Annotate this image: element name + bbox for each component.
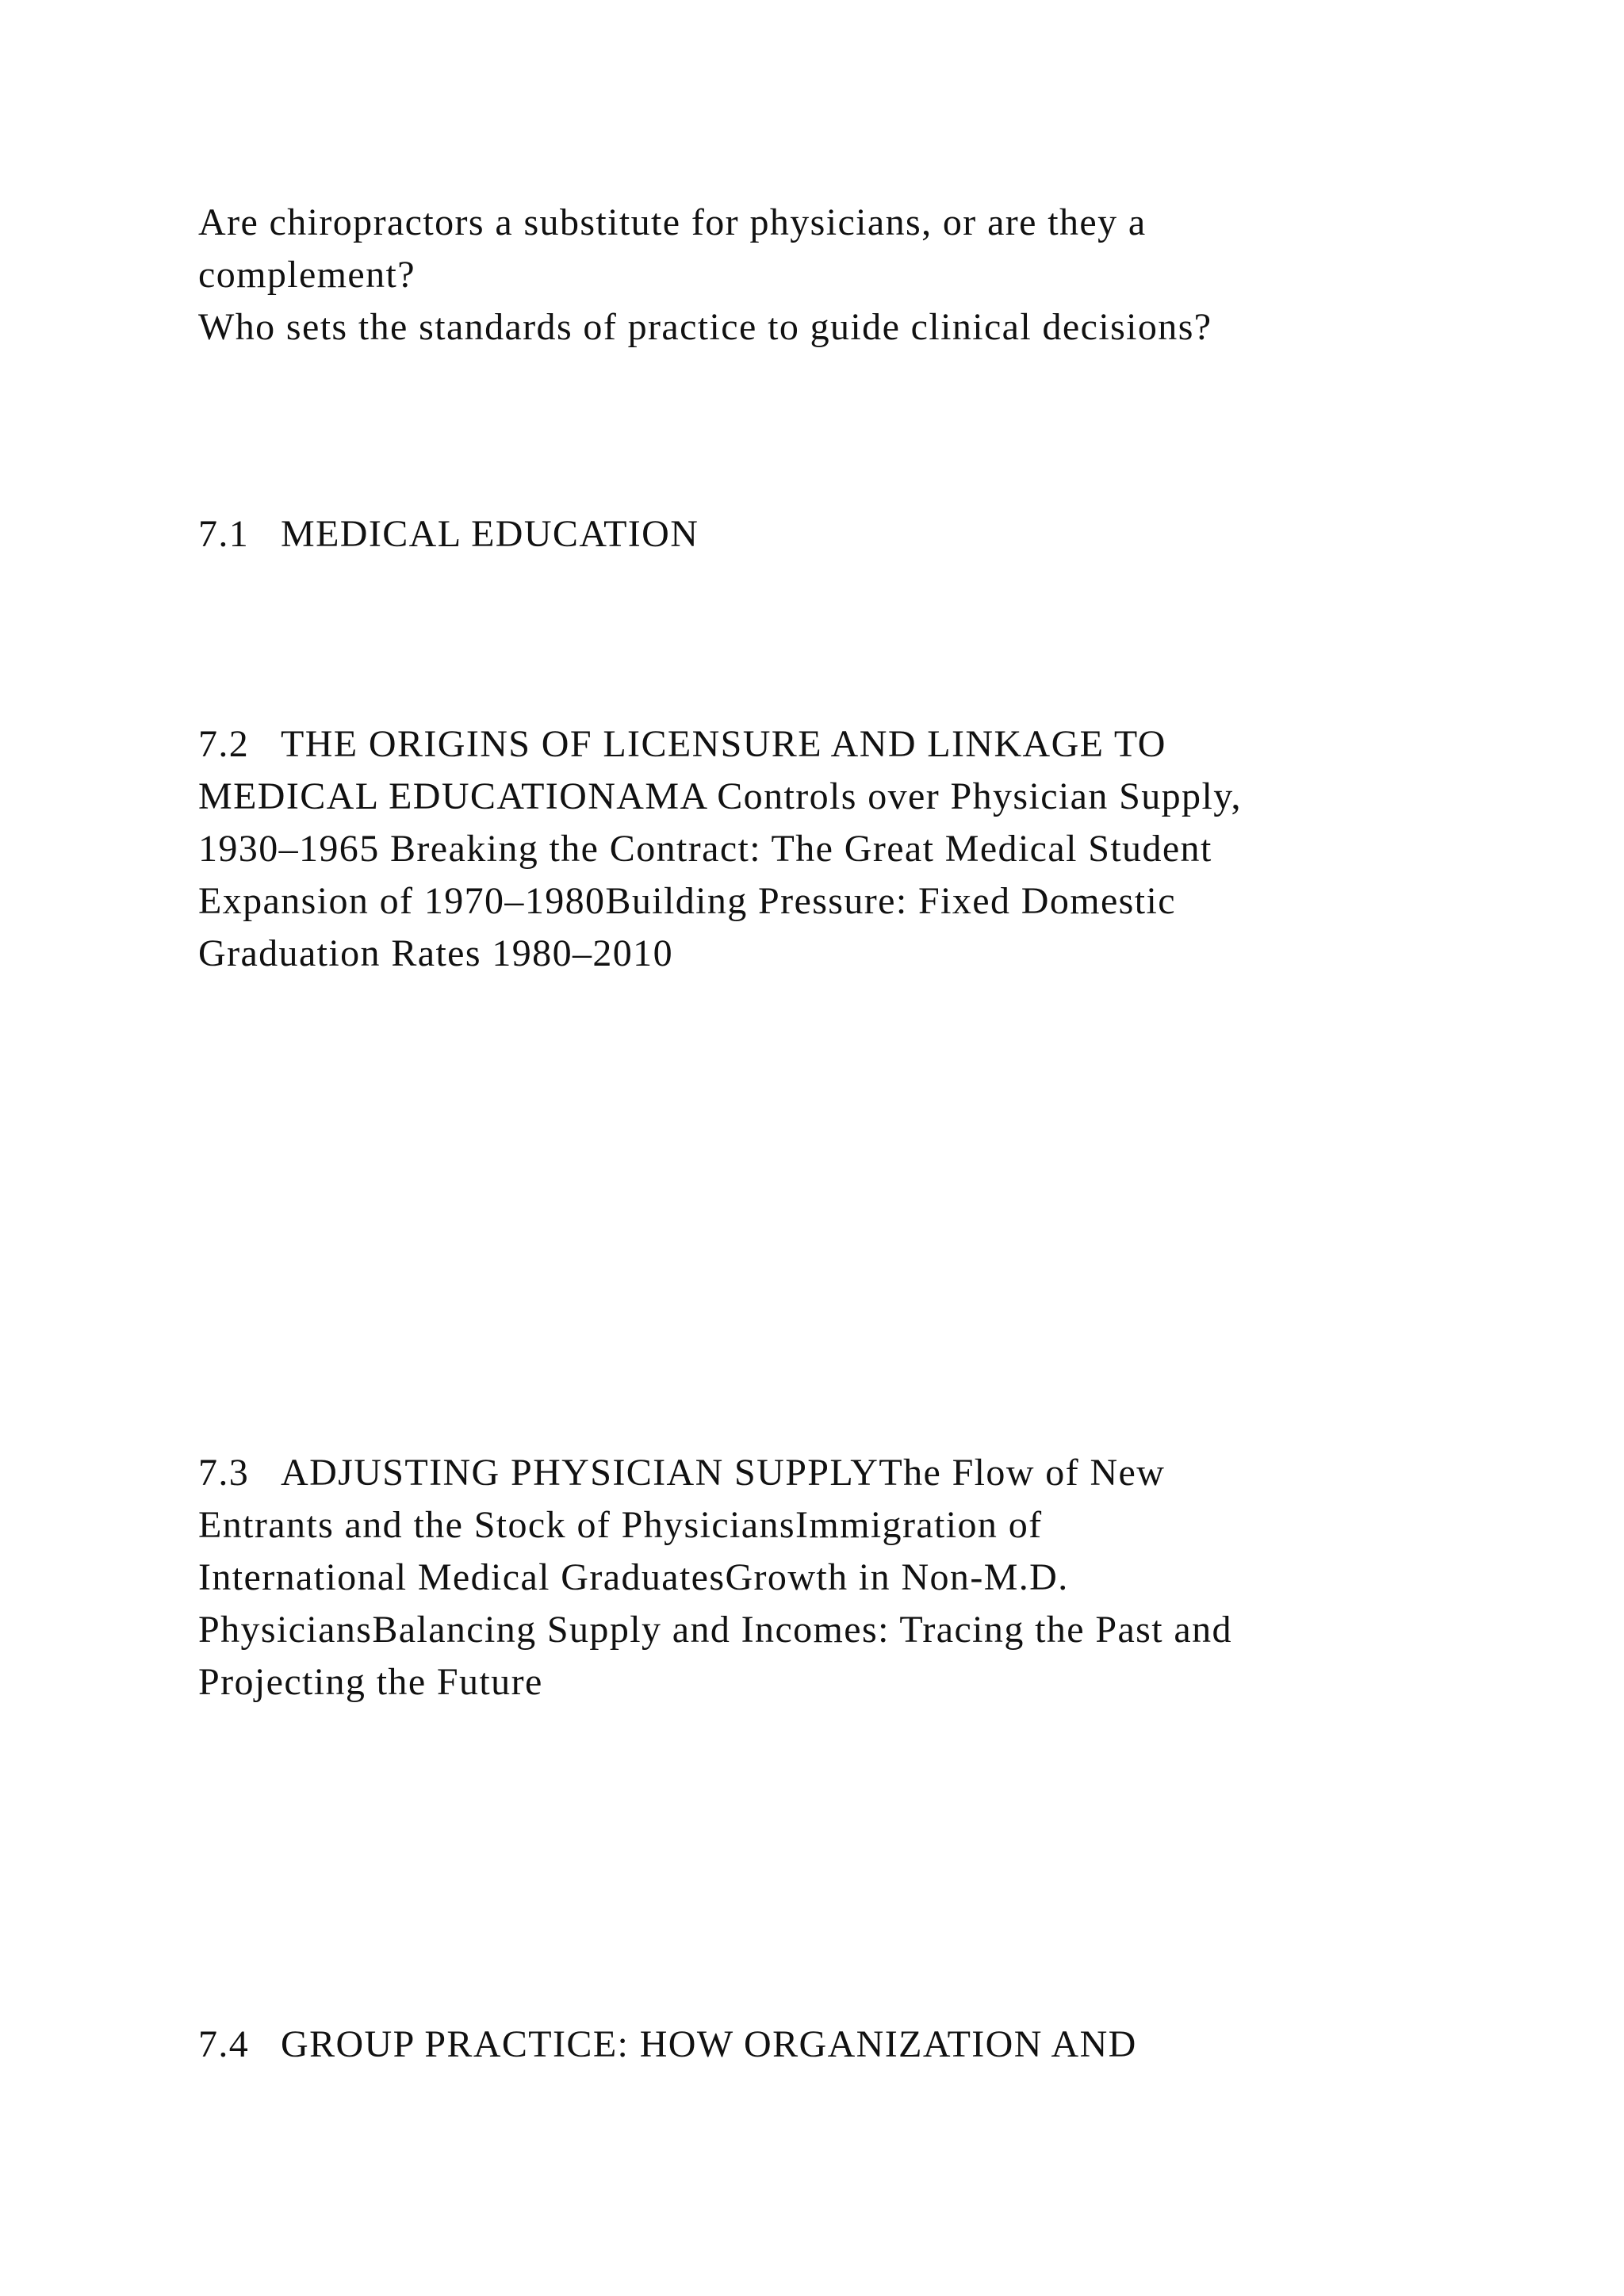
intro-line: Are chiropractors a substitute for physicians, or are they a — [198, 201, 1147, 243]
section-title: THE ORIGINS OF LICENSURE AND LINKAGE TO — [281, 723, 1166, 765]
section-7-4 — [198, 2019, 1467, 2071]
section-text-line: MEDICAL EDUCATIONAMA Controls over Physician Supply, — [198, 775, 1242, 817]
section-text-line: PhysiciansBalancing Supply and Incomes: Tracing the Past and — [198, 1609, 1232, 1651]
section-number: 7.1 — [198, 513, 250, 555]
intro-line: Who sets the standards of practice to guide clinical decisions? — [198, 306, 1212, 348]
section-text-line: Projecting the Future — [198, 1661, 543, 1703]
section-text-line: Graduation Rates 1980–2010 — [198, 932, 673, 974]
section-text-line: International Medical GraduatesGrowth in Non-M.D. — [198, 1556, 1069, 1598]
section-heading-line — [198, 2019, 1467, 2071]
section-7-3 — [198, 1447, 1467, 1709]
section-title: MEDICAL EDUCATION — [281, 513, 699, 555]
section-heading-line — [198, 1447, 1467, 1499]
section-number: 7.2 — [198, 723, 250, 765]
section-number: 7.4 — [198, 2023, 250, 2065]
section-text-line: Expansion of 1970–1980Building Pressure: Fixed Domestic — [198, 880, 1176, 922]
section-heading-line — [198, 508, 1467, 561]
section-title: GROUP PRACTICE: HOW ORGANIZATION AND — [281, 2023, 1137, 2065]
section-text-line: 1930–1965 Breaking the Contract: The Great Medical Student — [198, 828, 1212, 870]
section-7-1 — [198, 508, 1467, 561]
intro-questions — [198, 197, 1467, 354]
section-number: 7.3 — [198, 1452, 250, 1494]
section-text-line: Entrants and the Stock of PhysiciansImmigration of — [198, 1504, 1043, 1546]
section-heading-line — [198, 718, 1467, 771]
section-title: ADJUSTING PHYSICIAN SUPPLYThe Flow of New — [281, 1452, 1166, 1494]
section-7-2 — [198, 718, 1467, 980]
intro-line: complement? — [198, 254, 416, 296]
